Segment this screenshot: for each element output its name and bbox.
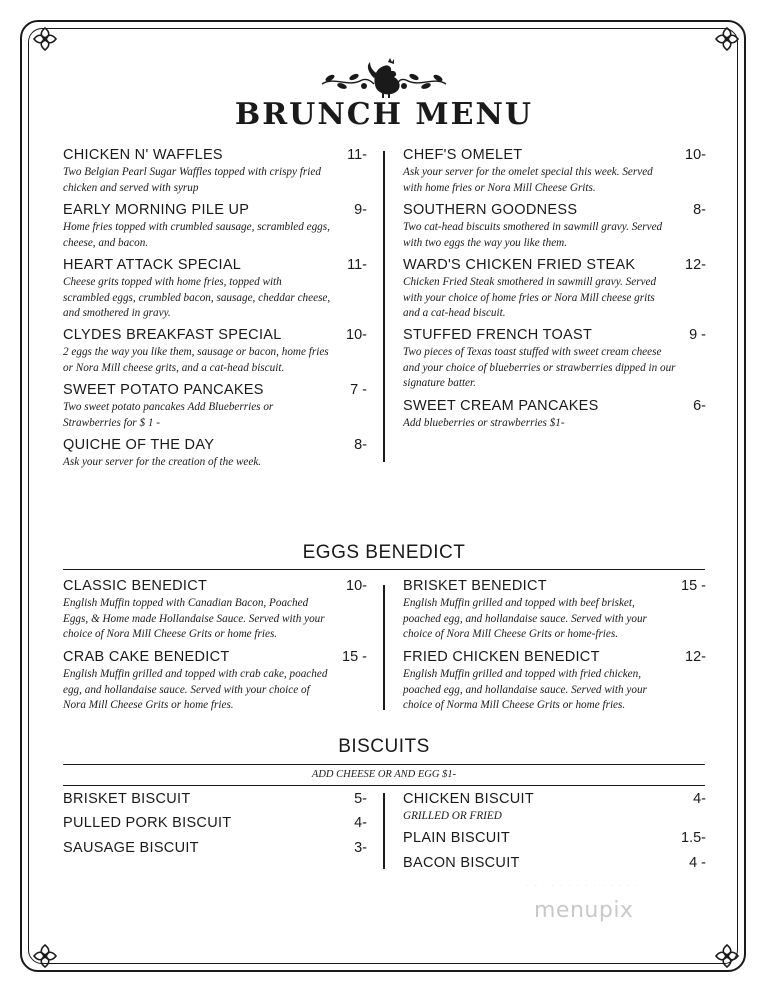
- menu-item-name: QUICHE OF THE DAY: [63, 437, 215, 453]
- column-divider: [383, 151, 385, 462]
- menu-item: [63, 147, 367, 196]
- menu-item-price: 10-: [346, 578, 367, 594]
- menu-item-description: English Muffin grilled and topped with crab cake, poached: [63, 668, 328, 680]
- menu-item: [403, 147, 706, 196]
- menu-item: [63, 815, 367, 832]
- menu-item-price: 15 -: [681, 578, 706, 594]
- menu-item-description: choice of Norma Mill Cheese Grits or home fries.: [403, 699, 626, 712]
- menu-item: [63, 578, 367, 643]
- menu-item: [403, 830, 706, 847]
- menu-item-name: BRISKET BISCUIT: [63, 791, 191, 807]
- eggs-benedict-heading: EGGS BENEDICT: [302, 542, 466, 563]
- watermark-dots: · · · · · · · · · · · · · ·: [526, 882, 641, 890]
- menu-item-name: SWEET POTATO PANCAKES: [63, 382, 264, 398]
- menu-item-description: Eggs, & Home made Hollandaise Sauce. Served with your: [63, 612, 325, 625]
- menu-item-description: with home fries or Nora Mill Cheese Grits.: [403, 181, 596, 194]
- menu-item-price: 5-: [354, 791, 367, 807]
- menu-item-description: poached egg, and hollandaise sauce. Served with your: [403, 612, 647, 625]
- menu-item-description: Strawberries for $ 1 -: [63, 416, 160, 429]
- menu-item: [403, 578, 706, 643]
- menu-item: [403, 649, 706, 714]
- menu-item-name: CHEF'S OMELET: [403, 147, 523, 163]
- menu-item-price: 10-: [346, 327, 367, 343]
- menu-item-name: CHICKEN N' WAFFLES: [63, 147, 223, 163]
- menu-item-name: PULLED PORK BISCUIT: [63, 815, 232, 831]
- menu-item-description: Home fries topped with crumbled sausage, scrambled eggs,: [63, 221, 330, 233]
- menu-item: [63, 382, 367, 431]
- menu-item-name: HEART ATTACK SPECIAL: [63, 257, 242, 273]
- biscuits-note: ADD CHEESE OR AND EGG $1-: [311, 769, 457, 780]
- menu-title: BRUNCH MENU: [234, 97, 534, 132]
- menu-item: [403, 327, 706, 392]
- menu-item-description: poached egg, and hollandaise sauce. Served with your: [403, 683, 647, 696]
- menu-item-description: or Nora Mill cheese grits, and a cat-head biscuit.: [63, 361, 285, 374]
- menu-item-description: signature batter.: [403, 377, 476, 390]
- menu-item: [403, 257, 706, 322]
- menu-item-description: English Muffin grilled and topped with fried chicken,: [403, 668, 642, 680]
- menu-item-name: WARD'S CHICKEN FRIED STEAK: [403, 257, 636, 273]
- menu-item-description: with your choice of home fries or Nora Mill cheese grits: [403, 291, 655, 304]
- section-rule: [63, 764, 705, 765]
- flourish-icon: [30, 24, 60, 54]
- menu-item-description: Two cat-head biscuits smothered in sawmill gravy. Served: [403, 221, 663, 233]
- menu-item-name: SOUTHERN GOODNESS: [403, 202, 578, 218]
- menu-item-name: SWEET CREAM PANCAKES: [403, 398, 599, 414]
- menu-item: [63, 840, 367, 857]
- menu-item-description: and your choice of blueberries or strawberries dipped in our: [403, 361, 676, 374]
- menu-item-price: 11-: [347, 257, 367, 273]
- menu-item-price: 4 -: [689, 855, 706, 871]
- menu-item-description: Ask your server for the creation of the week.: [63, 456, 262, 468]
- menu-item-name: STUFFED FRENCH TOAST: [403, 327, 593, 343]
- menu-item-name: CRAB CAKE BENEDICT: [63, 649, 230, 665]
- menu-item-description: choice of Nora Mill Cheese Grits or home fries.: [63, 628, 278, 641]
- menu-item-name: PLAIN BISCUIT: [403, 830, 511, 846]
- menu-item-price: 3-: [354, 840, 367, 856]
- menu-item-name: EARLY MORNING PILE UP: [63, 202, 250, 218]
- menu-item-price: 9 -: [689, 327, 706, 343]
- menu-item-name: CHICKEN BISCUIT: [403, 791, 534, 807]
- column-divider: [383, 585, 385, 710]
- menu-item-name: BRISKET BENEDICT: [403, 578, 547, 594]
- menu-item-price: 9-: [354, 202, 367, 218]
- biscuits-heading: BISCUITS: [338, 736, 430, 757]
- menu-item-price: 15 -: [342, 649, 367, 665]
- menu-item-price: 6-: [693, 398, 706, 414]
- menu-item: [403, 791, 706, 825]
- menu-item: [403, 855, 706, 872]
- menu-item-description: scrambled eggs, crumbled bacon, sausage, cheddar cheese,: [63, 291, 331, 304]
- menu-item-description: Chicken Fried Steak smothered in sawmill gravy. Served: [403, 276, 657, 288]
- menu-item-description: Add blueberries or strawberries $1-: [403, 417, 565, 429]
- menu-item-description: Two pieces of Texas toast stuffed with sweet cream cheese: [403, 346, 662, 358]
- menu-item-name: CLASSIC BENEDICT: [63, 578, 208, 594]
- menu-item: [63, 327, 367, 376]
- menu-item: [403, 202, 706, 251]
- section-rule: [63, 569, 705, 570]
- menu-item-description: 2 eggs the way you like them, sausage or bacon, home fries: [63, 346, 329, 358]
- menu-item-price: 4-: [693, 791, 706, 807]
- menu-item-description: chicken and served with syrup: [63, 181, 199, 194]
- column-divider: [383, 793, 385, 869]
- menu-item-price: 4-: [354, 815, 367, 831]
- menu-item-price: 7 -: [350, 382, 367, 398]
- menu-item-description: Nora Mill Cheese Grits or home fries.: [63, 699, 234, 712]
- menu-item-name: FRIED CHICKEN BENEDICT: [403, 649, 600, 665]
- menu-item: [63, 437, 367, 471]
- flourish-icon: [712, 24, 742, 54]
- menu-item-price: 11-: [347, 147, 367, 163]
- rooster-icon: [318, 58, 450, 100]
- menu-item-description: egg, and hollandaise sauce. Served with your choice of: [63, 683, 310, 696]
- menu-item-name: BACON BISCUIT: [403, 855, 520, 871]
- menu-item-description: cheese, and bacon.: [63, 236, 149, 249]
- menu-item: [63, 649, 367, 714]
- menu-item-description: GRILLED OR FRIED: [403, 810, 502, 822]
- flourish-icon: [712, 941, 742, 971]
- menu-item-price: 8-: [354, 437, 367, 453]
- menu-item: [63, 257, 367, 322]
- menu-item-description: with two eggs the way you like them.: [403, 236, 568, 249]
- menu-item-price: 12-: [685, 649, 706, 665]
- menu-item-price: 10-: [685, 147, 706, 163]
- menu-item-name: CLYDES BREAKFAST SPECIAL: [63, 327, 282, 343]
- menu-item-description: choice of Nora Mill Cheese Grits or home-fries.: [403, 628, 619, 641]
- menu-item-description: and smothered in gravy.: [63, 307, 171, 320]
- menu-item: [403, 398, 706, 432]
- menu-item-price: 12-: [685, 257, 706, 273]
- menu-item-description: English Muffin topped with Canadian Bacon, Poached: [63, 597, 309, 609]
- menu-item-price: 8-: [693, 202, 706, 218]
- menu-item: [63, 791, 367, 808]
- section-rule: [63, 785, 705, 786]
- menu-item-description: Cheese grits topped with home fries, topped with: [63, 276, 282, 288]
- menu-item-description: Ask your server for the omelet special this week. Served: [403, 166, 653, 178]
- menu-item-name: SAUSAGE BISCUIT: [63, 840, 199, 856]
- menu-item: [63, 202, 367, 251]
- menu-item-description: Two sweet potato pancakes Add Blueberries or: [63, 401, 274, 413]
- menu-item-description: English Muffin grilled and topped with beef brisket,: [403, 597, 635, 609]
- menu-item-price: 1.5-: [681, 830, 706, 846]
- watermark-logo: menupix: [534, 898, 634, 923]
- flourish-icon: [30, 941, 60, 971]
- menu-item-description: Two Belgian Pearl Sugar Waffles topped with crispy fried: [63, 166, 321, 178]
- menu-item-description: and a cat-head biscuit.: [403, 307, 506, 320]
